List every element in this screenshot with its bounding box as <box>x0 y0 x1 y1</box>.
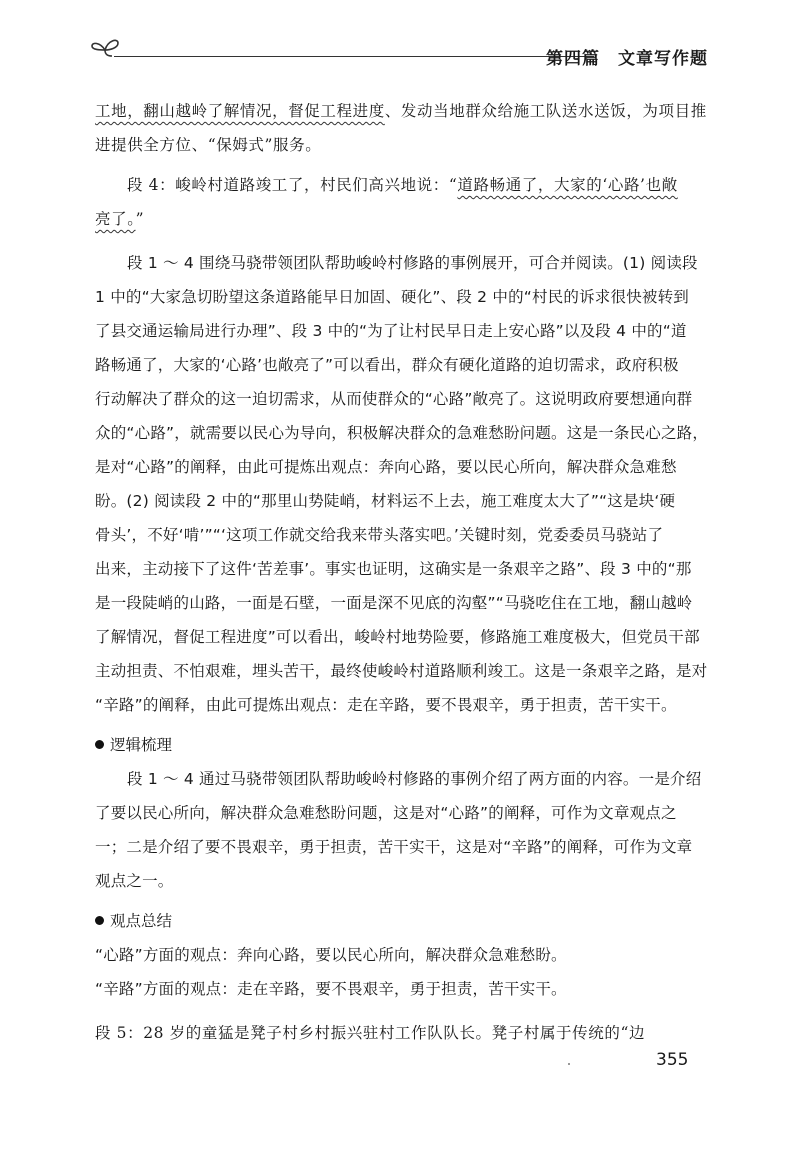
analysis-line: 行动解决了群众的这一迫切需求，从而使群众的“心路”敞亮了。这说明政府要想通向群 <box>95 390 693 408</box>
analysis-line: 是对“心路”的阐释，由此可提炼出观点：奔向心路，要以民心所向，解决群众急难愁 <box>95 458 677 476</box>
analysis-line: 了解情况，督促工程进度”可以看出，峻岭村地势险要，修路施工难度极大，但党员干部 <box>95 628 700 646</box>
analysis-line: 段 1 ～ 4 围绕马骁带领团队帮助峻岭村修路的事例展开，可合并阅读。(1) 阅读段 <box>127 254 698 272</box>
analysis-line: 主动担责、不怕艰难，埋头苦干，最终使峻岭村道路顺利竣工。这是一条艰辛之路，是对 <box>95 662 708 680</box>
summary-line: “辛路”方面的观点：走在辛路，要不畏艰辛，勇于担责，苦干实干。 <box>95 980 567 998</box>
paragraph-5-line: 段 5：28 岁的童猛是凳子村乡村振兴驻村工作队队长。凳子村属于传统的“边 <box>95 1024 646 1042</box>
logic-heading <box>95 728 700 762</box>
page-header <box>88 28 708 68</box>
analysis-line: “辛路”的阐释，由此可提炼出观点：走在辛路，要不畏艰辛，勇于担责，苦干实干。 <box>95 696 677 714</box>
analysis-line: 出来，主动接下了这件‘苦差事’。事实也证明，这确实是一条艰辛之路”、段 3 中的“那 <box>95 560 692 578</box>
header-title <box>546 44 708 69</box>
analysis-line: 了县交通运输局进行办理”、段 3 中的“为了让村民早日走上安心路”以及段 4 中的“道 <box>95 322 687 340</box>
analysis-line: 骨头’，不好‘啃’”“‘这项工作就交给我来带头落实吧。’关键时刻，党委委员马骁站了 <box>95 526 664 544</box>
text-line: 进提供全方位、“保姆式”服务。 <box>95 136 322 154</box>
wavy-underlined-text: 亮了。 <box>95 210 136 228</box>
analysis-line: 众的“心路”，就需要以民心为导向，积极解决群众的急难愁盼问题。这是一条民心之路， <box>95 424 709 442</box>
page-number: 355 <box>656 1050 689 1070</box>
text-line <box>95 94 707 128</box>
wavy-underlined-text: 道路畅通了，大家的‘心路’也敞 <box>457 176 678 194</box>
bullet-icon <box>95 916 104 925</box>
summary-line: “心路”方面的观点：奔向心路，要以民心所向，解决群众急难愁盼。 <box>95 946 567 964</box>
paragraph-4-line <box>95 202 700 236</box>
logic-line: 观点之一。 <box>95 872 174 890</box>
main-content <box>95 94 709 1050</box>
text-segment: ” <box>135 210 145 228</box>
logic-line: 一；二是介绍了要不畏艰辛，勇于担责，苦干实干，这是对“辛路”的阐释，可作为文章 <box>95 838 693 856</box>
logic-line: 段 1 ～ 4 通过马骁带领团队帮助峻岭村修路的事例介绍了两方面的内容。一是介绍 <box>127 770 702 788</box>
analysis-line: 盼。(2) 阅读段 2 中的“那里山势陡峭，材料运不上去，施工难度太大了”“这是块‘硬 <box>95 492 676 510</box>
summary-heading-text: 观点总结 <box>110 912 173 930</box>
wavy-underlined-text: 工地，翻山越岭了解情况，督促工程进度 <box>95 102 385 120</box>
text-segment: 、发动当地群众给施工队送水送饭，为项目推 <box>384 102 707 120</box>
summary-heading <box>95 904 700 938</box>
analysis-line: 路畅通了，大家的‘心路’也敞亮了”可以看出，群众有硬化道路的迫切需求，政府积极 <box>95 356 679 374</box>
paragraph-4-line <box>95 168 700 202</box>
text-segment: 段 4：峻岭村道路竣工了，村民们高兴地说：“ <box>127 176 458 194</box>
header-part: 第四篇 <box>546 49 600 69</box>
analysis-line: 1 中的“大家急切盼望这条道路能早日加固、硬化”、段 2 中的“村民的诉求很快被转到 <box>95 288 689 306</box>
header-rule <box>114 56 594 57</box>
scan-speck <box>568 1063 570 1065</box>
header-section-title: 文章写作题 <box>618 49 708 69</box>
logic-heading-text: 逻辑梳理 <box>110 736 173 754</box>
bullet-icon <box>95 740 104 749</box>
logic-line: 了要以民心所向，解决群众急难愁盼问题，这是对“心路”的阐释，可作为文章观点之 <box>95 804 677 822</box>
analysis-line: 是一段陡峭的山路，一面是石壁，一面是深不见底的沟壑”“马骁吃住在工地，翻山越岭 <box>95 594 693 612</box>
